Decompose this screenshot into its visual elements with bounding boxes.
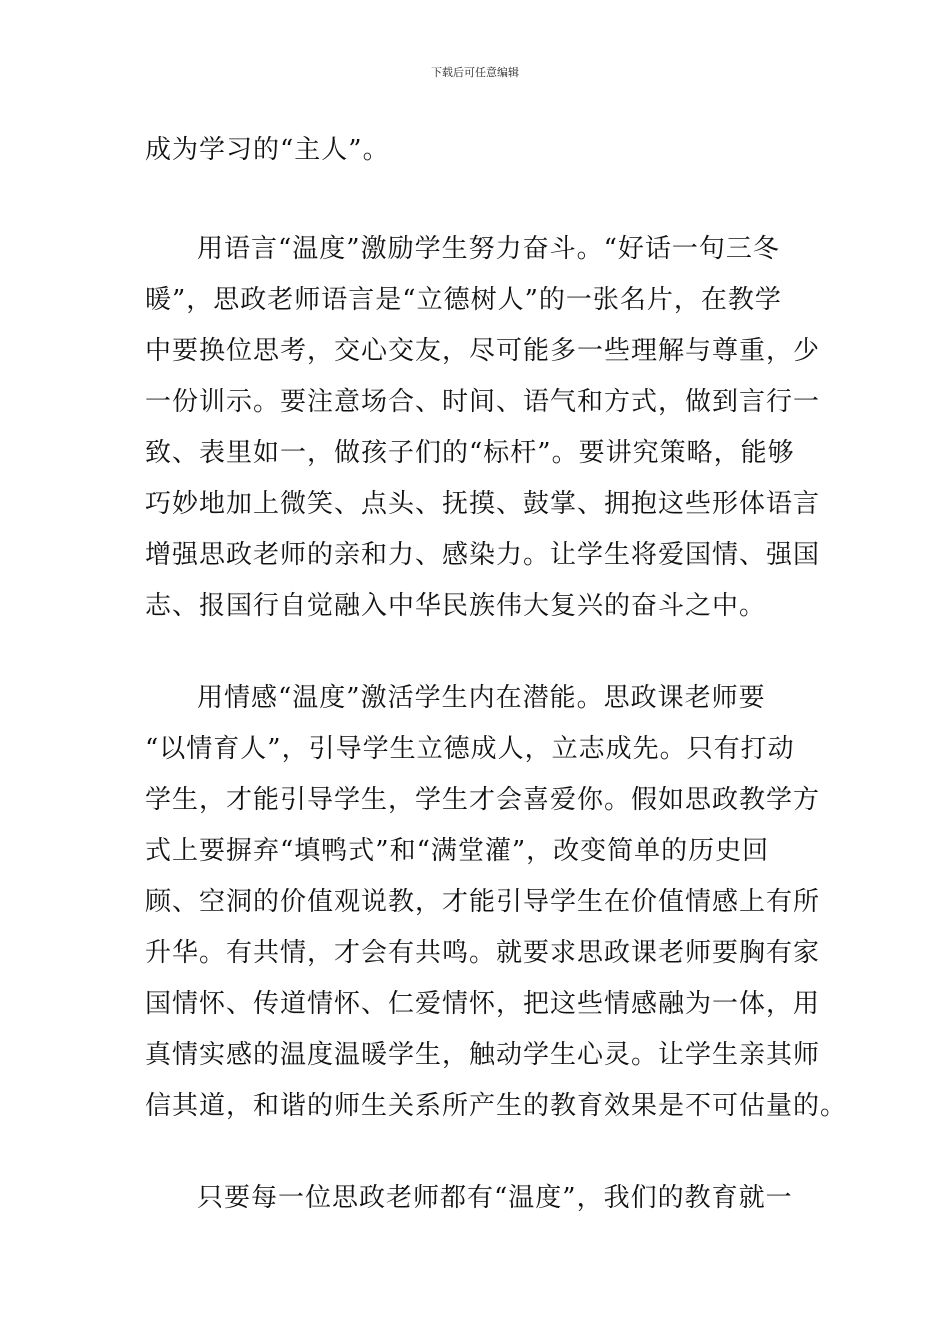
text-line: 信其道，和谐的师生关系所产生的教育效果是不可估量的。 — [145, 1091, 848, 1121]
text-line: 成为学习的“主人”。 — [145, 135, 390, 165]
text-line: 学生，才能引导学生，学生才会喜爱你。假如思政教学方 — [145, 785, 821, 815]
text-line: 真情实感的温度温暖学生，触动学生心灵。让学生亲其师 — [145, 1040, 821, 1070]
text-line: 升华。有共情，才会有共鸣。就要求思政课老师要胸有家 — [145, 938, 821, 968]
text-line: 致、表里如一，做孩子们的“标杆”。要讲究策略，能够 — [145, 438, 795, 468]
text-line: 顾、空洞的价值观说教，才能引导学生在价值情感上有所 — [145, 887, 821, 917]
text-line: 一份训示。要注意场合、时间、语气和方式，做到言行一 — [145, 387, 821, 417]
text-line: 用情感“温度”激活学生内在潜能。思政课老师要 — [197, 683, 766, 713]
text-line: 中要换位思考，交心交友，尽可能多一些理解与尊重，少 — [145, 336, 821, 366]
text-line: 志、报国行自觉融入中华民族伟大复兴的奋斗之中。 — [145, 591, 767, 621]
text-line: 暖”，思政老师语言是“立德树人”的一张名片，在教学 — [145, 285, 782, 315]
text-line: 巧妙地加上微笑、点头、抚摸、鼓掌、拥抱这些形体语言 — [145, 489, 821, 519]
text-line: 增强思政老师的亲和力、感染力。让学生将爱国情、强国 — [145, 540, 821, 570]
text-line: 国情怀、传道情怀、仁爱情怀，把这些情感融为一体，用 — [145, 989, 821, 1019]
text-line: “以情育人”，引导学生立德成人，立志成先。只有打动 — [145, 734, 795, 764]
text-line: 式上要摒弃“填鸭式”和“满堂灌”，改变简单的历史回 — [145, 836, 770, 866]
text-line: 用语言“温度”激励学生努力奋斗。“好话一句三冬 — [197, 234, 780, 264]
page-header: 下载后可任意编辑 — [431, 66, 519, 79]
text-line: 只要每一位思政老师都有“温度”，我们的教育就一 — [197, 1183, 793, 1213]
